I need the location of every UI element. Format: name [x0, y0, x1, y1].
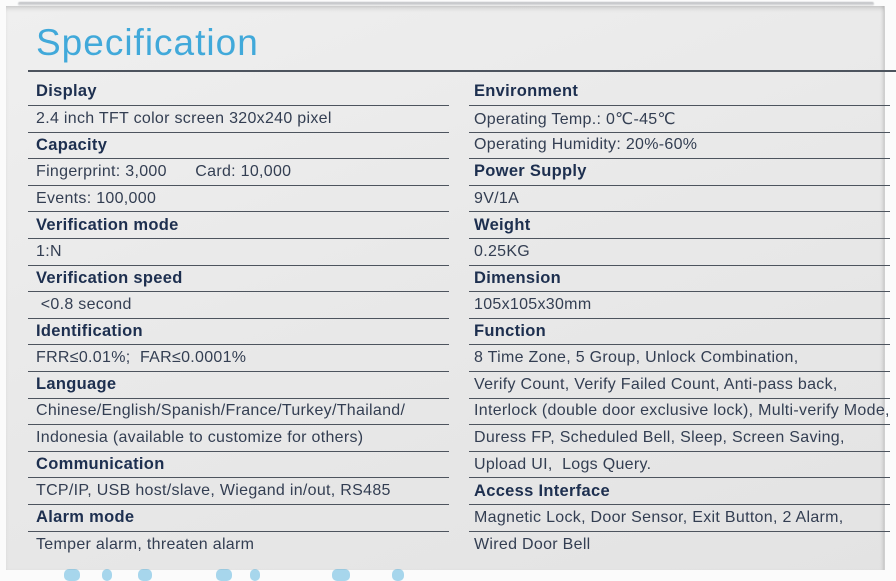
spec-value: 105x105x30mm	[469, 292, 890, 319]
spec-section-header: Communication	[28, 452, 449, 479]
spec-section-header: Capacity	[28, 133, 449, 160]
spec-section-header: Identification	[28, 319, 449, 346]
spec-section-header: Language	[28, 372, 449, 399]
spec-value: 9V/1A	[469, 186, 890, 213]
page-title: Specification	[36, 22, 259, 63]
spec-section-header: Display	[28, 72, 449, 106]
spec-value: Temper alarm, threaten alarm	[36, 535, 255, 553]
spec-value: 0.25KG	[469, 239, 890, 266]
spec-value: Fingerprint: 3,000 Card: 10,000	[28, 159, 449, 186]
spec-value: Interlock (double door exclusive lock), Multi-verify Mode,	[469, 399, 890, 426]
spec-section-header: Verification mode	[28, 212, 449, 239]
spec-section-header: Verification speed	[28, 266, 449, 293]
spec-value: 1:N	[28, 239, 449, 266]
cutoff-text-fragment	[64, 569, 80, 581]
spec-value: Wired Door Bell	[474, 535, 591, 553]
spec-value: Chinese/English/Spanish/France/Turkey/Thailand/	[28, 399, 449, 426]
spec-value: Operating Humidity: 20%-60%	[469, 133, 890, 160]
spec-value: Indonesia (available to customize for others)	[28, 425, 449, 452]
spec-value: Verify Count, Verify Failed Count, Anti-pass back,	[469, 372, 890, 399]
spec-section-header: Dimension	[469, 266, 890, 293]
cutoff-next-heading	[6, 568, 456, 576]
cutoff-text-fragment	[250, 569, 260, 581]
left-column	[28, 72, 449, 558]
spec-value: TCP/IP, USB host/slave, Wiegand in/out, RS485	[28, 478, 449, 505]
right-column	[469, 72, 890, 558]
spec-sheet-page	[6, 6, 890, 570]
spec-value: Operating Temp.: 0℃-45℃	[469, 106, 890, 133]
spec-section-header: Alarm mode	[28, 505, 449, 532]
spec-value: Duress FP, Scheduled Bell, Sleep, Screen Saving,	[469, 425, 890, 452]
cutoff-text-fragment	[216, 569, 232, 581]
spec-section-header: Access Interface	[469, 478, 890, 505]
spec-section-header: Weight	[469, 212, 890, 239]
cutoff-text-fragment	[138, 569, 152, 581]
cutoff-text-fragment	[392, 569, 404, 581]
cutoff-text-fragment	[102, 569, 112, 581]
spec-value: FRR≤0.01%; FAR≤0.0001%	[28, 345, 449, 372]
spec-section-header: Environment	[469, 72, 890, 106]
cutoff-text-fragment	[332, 569, 350, 581]
spec-value: Magnetic Lock, Door Sensor, Exit Button, 2 Alarm,	[469, 505, 890, 532]
spec-value: 8 Time Zone, 5 Group, Unlock Combination,	[469, 345, 890, 372]
spec-value: Upload UI, Logs Query.	[469, 452, 890, 479]
spec-value: 2.4 inch TFT color screen 320x240 pixel	[28, 106, 449, 133]
spec-section-header: Power Supply	[469, 159, 890, 186]
spec-table	[28, 72, 890, 558]
spec-value: <0.8 second	[28, 292, 449, 319]
spec-value: Events: 100,000	[28, 186, 449, 213]
spec-section-header: Function	[469, 319, 890, 346]
